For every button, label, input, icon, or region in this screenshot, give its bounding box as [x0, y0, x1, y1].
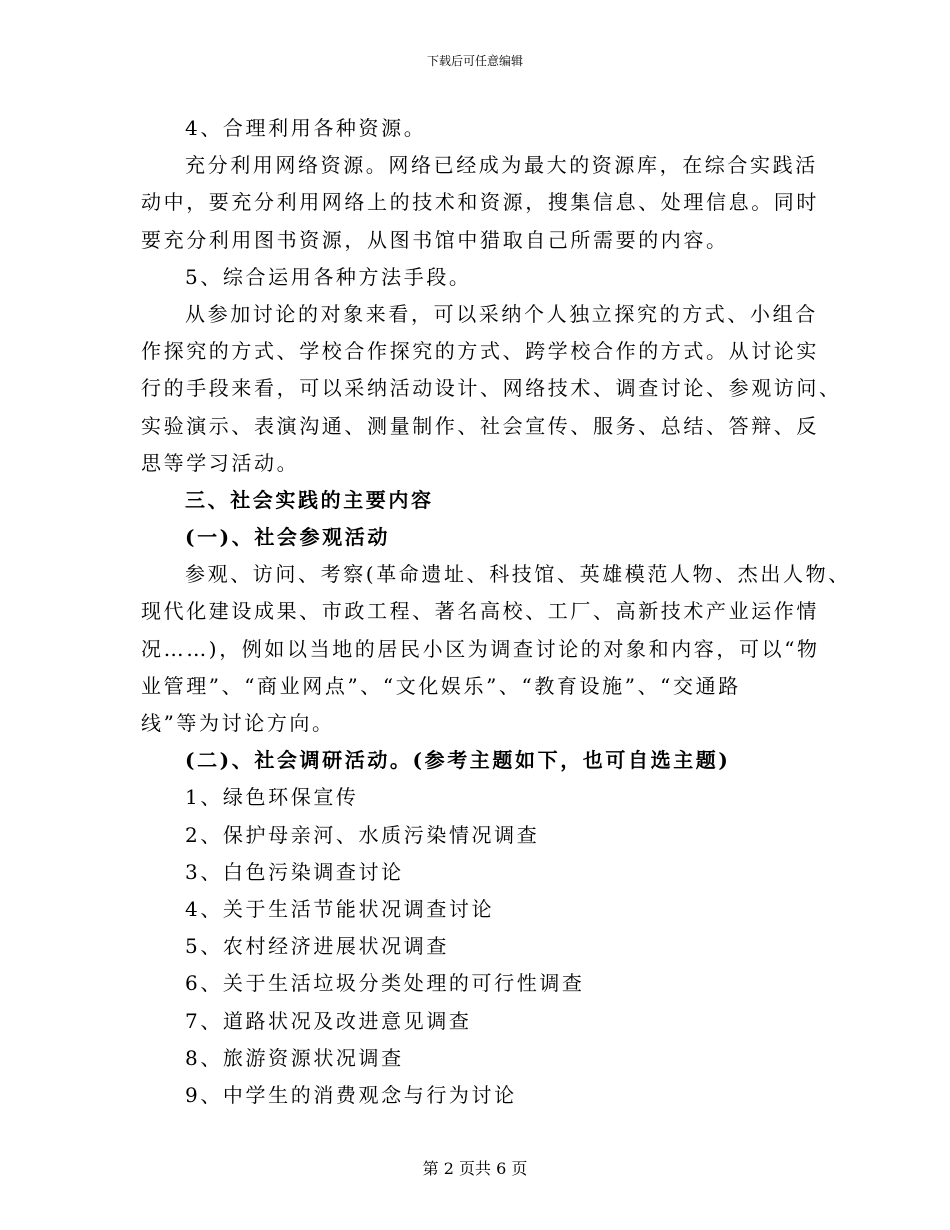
text-line: 从参加讨论的对象来看，可以采纳个人独立探究的方式、小组合 — [185, 301, 818, 326]
text-line: 4、合理利用各种资源。 — [185, 116, 427, 140]
subsection-heading: (一)、社会参观活动 — [185, 525, 390, 550]
text-line: 动中，要充分利用网络上的技术和资源，搜集信息、处理信息。同时 — [141, 190, 819, 215]
text-line: 要充分利用图书资源，从图书馆中猎取自己所需要的内容。 — [141, 227, 729, 252]
text-line: 现代化建设成果、市政工程、著名高校、工厂、高新技术产业运作情 — [141, 599, 819, 624]
list-item: 4、关于生活节能状况调查讨论 — [185, 896, 495, 921]
list-item: 8、旅游资源状况调查 — [185, 1045, 404, 1070]
list-item: 9、中学生的消费观念与行为讨论 — [185, 1082, 517, 1107]
text-line: 思等学习活动。 — [141, 450, 300, 475]
text-line: 作探究的方式、学校合作探究的方式、跨学校合作的方式。从讨论实 — [141, 339, 819, 364]
section-heading: 三、社会实践的主要内容 — [185, 487, 434, 512]
list-item: 2、保护母亲河、水质污染情况调查 — [185, 822, 540, 847]
page-footer: 第 2 页共 6 页 — [422, 1159, 528, 1178]
text-line: 业管理”、“商业网点”、“文化娱乐”、“教育设施”、“交通路 — [141, 673, 741, 698]
text-line: 线”等为讨论方向。 — [141, 711, 335, 735]
list-item: 1、绿色环保宣传 — [185, 785, 359, 810]
subsection-heading: (二)、社会调研活动。(参考主题如下，也可自选主题) — [185, 748, 731, 773]
list-item: 5、农村经济进展状况调查 — [185, 934, 449, 959]
text-line: 充分利用网络资源。网络已经成为最大的资源库，在综合实践活 — [185, 153, 818, 178]
list-item: 6、关于生活垃圾分类处理的可行性调查 — [185, 971, 585, 996]
document-body — [141, 110, 851, 1114]
text-line: 5、综合运用各种方法手段。 — [185, 264, 472, 289]
text-line: 实验演示、表演沟通、测量制作、社会宣传、服务、总结、答辩、反 — [141, 413, 819, 438]
list-item: 7、道路状况及改进意见调查 — [185, 1008, 472, 1033]
text-line: 参观、访问、考察(革命遗址、科技馆、英雄模范人物、杰出人物、 — [185, 562, 851, 587]
list-item: 3、白色污染调查讨论 — [185, 859, 404, 884]
page-header: 下载后可任意编辑 — [426, 54, 523, 68]
text-line: 行的手段来看，可以采纳活动设计、网络技术、调查讨论、参观访问、 — [141, 376, 842, 401]
text-line: 况……)，例如以当地的居民小区为调查讨论的对象和内容，可以“物 — [141, 636, 820, 661]
